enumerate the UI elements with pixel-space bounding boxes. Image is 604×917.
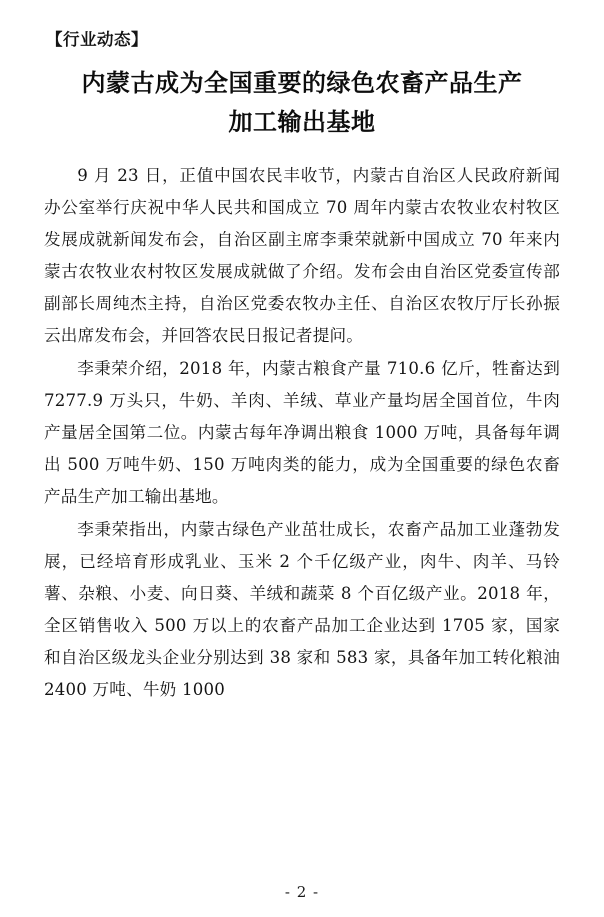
- title-line-1: 内蒙古成为全国重要的绿色农畜产品生产: [81, 68, 523, 97]
- page-number: - 2 -: [284, 883, 320, 901]
- paragraph: 李秉荣指出，内蒙古绿色产业茁壮成长，农畜产品加工业蓬勃发展，已经培育形成乳业、玉米 2 个千亿级产业，肉牛、肉羊、马铃薯、杂粮、小麦、向日葵、羊绒和蔬菜 8 个百亿级产业。2018 年，全区销售收入 500 万以上的农畜产品加工企业达到 1705 家，国家和自治区级龙头企业分别达到 38 家和 583 家，具备年加工转化粮油 2400 万吨、牛奶 1000: [44, 519, 560, 699]
- title-line-2: 加工输出基地: [228, 106, 376, 136]
- page-title: [44, 64, 560, 142]
- paragraph: 9 月 23 日，正值中国农民丰收节，内蒙古自治区人民政府新闻办公室举行庆祝中华人民共和国成立 70 周年内蒙古农牧业农村牧区发展成就新闻发布会，自治区副主席李秉荣就新中国成立 70 年来内蒙古农牧业农村牧区发展成就做了介绍。发布会由自治区党委宣传部副部长周纯杰主持，自治区党委农牧办主任、自治区农牧厅厅长孙振云出席发布会，并回答农民日报记者提问。: [44, 165, 560, 345]
- category-tag: 【行业动态】: [46, 30, 148, 49]
- article-body: [44, 160, 560, 706]
- paragraph: 李秉荣介绍，2018 年，内蒙古粮食产量 710.6 亿斤，牲畜达到 7277.9 万头只，牛奶、羊肉、羊绒、草业产量均居全国首位，牛肉产量居全国第二位。内蒙古每年净调出粮食 1000 万吨，具备每年调出 500 万吨牛奶、150 万吨肉类的能力，成为全国重要的绿色农畜产品生产加工输出基地。: [44, 358, 560, 506]
